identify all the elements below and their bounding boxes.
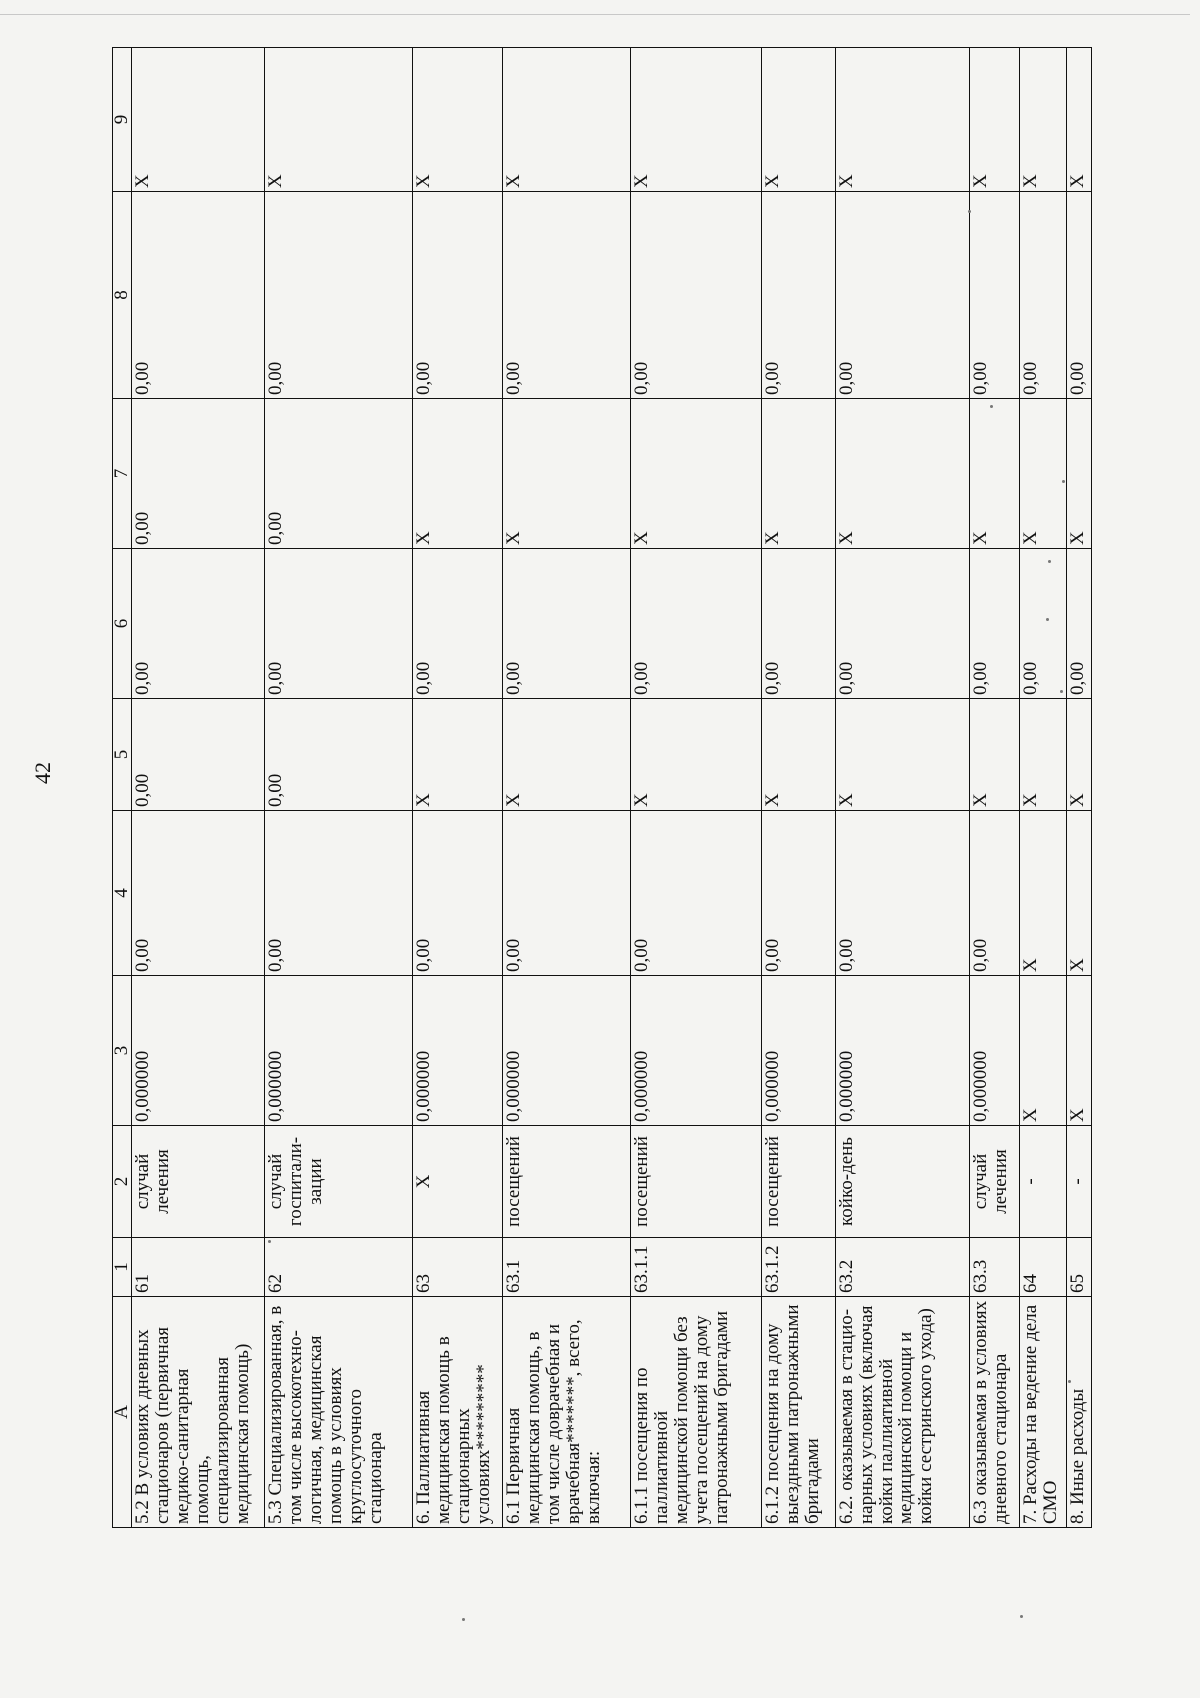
table-cell: X: [835, 399, 970, 549]
table-cell: 0,000000: [835, 976, 970, 1126]
table-cell: 63: [413, 1238, 503, 1297]
table-cell: случай лечения: [970, 1126, 1020, 1238]
table-cell: 0,00: [835, 192, 970, 399]
table-header-row: [113, 48, 132, 1528]
table-cell: X: [1067, 399, 1092, 549]
table-cell: 0,00: [265, 699, 413, 811]
column-header: 8: [113, 192, 132, 399]
table-cell: X: [503, 399, 631, 549]
table-cell: койко-день: [835, 1126, 970, 1238]
table-cell: 0,00: [970, 192, 1020, 399]
table-row: [1020, 48, 1067, 1528]
table-cell: X: [1020, 976, 1067, 1126]
table-cell: 0,00: [1020, 549, 1067, 699]
page-top-edge: [0, 14, 1190, 15]
table-cell: 63.1: [503, 1238, 631, 1297]
table-cell: X: [413, 1126, 503, 1238]
column-header: 5: [113, 699, 132, 811]
table-cell: 0,00: [1067, 192, 1092, 399]
table-cell: X: [835, 48, 970, 192]
table-cell: X: [631, 48, 761, 192]
table-cell: 63.1.2: [761, 1238, 835, 1297]
column-header: 3: [113, 976, 132, 1126]
table-cell: X: [503, 48, 631, 192]
column-header: 6: [113, 549, 132, 699]
table-cell: 0,00: [265, 399, 413, 549]
table-cell: 0,00: [413, 811, 503, 976]
table-cell: 0,000000: [503, 976, 631, 1126]
table-cell: X: [132, 48, 265, 192]
table-cell: 6. Паллиативная медицинская помощь в стационарных условиях*********: [413, 1297, 503, 1528]
table-row: [970, 48, 1020, 1528]
table-cell: 63.3: [970, 1238, 1020, 1297]
table-cell: X: [631, 399, 761, 549]
table-cell: X: [1020, 48, 1067, 192]
table-cell: 0,00: [132, 699, 265, 811]
table-body: [132, 48, 1092, 1528]
table-cell: 0,00: [413, 549, 503, 699]
table-cell: посещений: [631, 1126, 761, 1238]
table-cell: X: [1020, 811, 1067, 976]
column-header: 7: [113, 399, 132, 549]
table-cell: 64: [1020, 1238, 1067, 1297]
table-cell: 6.1.1 посещения по паллиативной медицинской помощи без учета посещений на дому патронажными бригадами: [631, 1297, 761, 1528]
table-cell: 0,00: [1067, 549, 1092, 699]
table-cell: 0,00: [503, 549, 631, 699]
table-cell: 0,00: [835, 811, 970, 976]
table-cell: 0,00: [503, 811, 631, 976]
column-header: А: [113, 1297, 132, 1528]
table-cell: X: [1067, 976, 1092, 1126]
table-cell: 6.3 оказываемая в условиях дневного стационара: [970, 1297, 1020, 1528]
table-cell: X: [413, 48, 503, 192]
table-cell: 0,00: [265, 192, 413, 399]
table-cell: 0,000000: [265, 976, 413, 1126]
table-cell: X: [1067, 699, 1092, 811]
table-row: [413, 48, 503, 1528]
table-cell: 0,000000: [413, 976, 503, 1126]
table-cell: 0,00: [503, 192, 631, 399]
table-cell: X: [1020, 699, 1067, 811]
table-row: [503, 48, 631, 1528]
table-cell: X: [970, 48, 1020, 192]
table-cell: 8. Иные расходы: [1067, 1297, 1092, 1528]
table-cell: 0,00: [1020, 192, 1067, 399]
table-cell: 5.3 Специализированная, в том числе высокотехно-логичная, медицинская помощь в условиях круглосуточного стационара: [265, 1297, 413, 1528]
data-table: [112, 47, 1092, 1528]
table-cell: 6.1.2 посещения на дому выездными патронажными бригадами: [761, 1297, 835, 1528]
table-cell: случай лечения: [132, 1126, 265, 1238]
table-cell: 62: [265, 1238, 413, 1297]
table-cell: X: [970, 699, 1020, 811]
table-cell: 0,00: [761, 192, 835, 399]
table-cell: X: [503, 699, 631, 811]
table-cell: 0,00: [132, 811, 265, 976]
table-cell: X: [1067, 811, 1092, 976]
table-cell: X: [1020, 399, 1067, 549]
table-cell: 0,00: [835, 549, 970, 699]
column-header: 1: [113, 1238, 132, 1297]
table-cell: 0,00: [413, 192, 503, 399]
table-cell: посещений: [503, 1126, 631, 1238]
table-cell: 0,00: [970, 549, 1020, 699]
table-cell: 63.1.1: [631, 1238, 761, 1297]
table-cell: 0,000000: [631, 976, 761, 1126]
table-cell: X: [761, 48, 835, 192]
table-cell: 0,00: [265, 811, 413, 976]
table-cell: 0,00: [761, 811, 835, 976]
table-cell: 6.2. оказываемая в стацио-нарных условиях (включая койки паллиативной медицинской помощи и койки сестринского ухода): [835, 1297, 970, 1528]
table-cell: 0,00: [132, 192, 265, 399]
table-row: [631, 48, 761, 1528]
column-header: 4: [113, 811, 132, 976]
table-cell: посещений: [761, 1126, 835, 1238]
table-row: [132, 48, 265, 1528]
column-header: 2: [113, 1126, 132, 1238]
table-cell: случай госпитали-зации: [265, 1126, 413, 1238]
table-cell: 0,00: [631, 192, 761, 399]
table-cell: 0,000000: [970, 976, 1020, 1126]
table-cell: X: [761, 399, 835, 549]
table-cell: 0,00: [132, 549, 265, 699]
table-cell: 0,000000: [132, 976, 265, 1126]
table-cell: 7. Расходы на ведение дела СМО: [1020, 1297, 1067, 1528]
column-header: 9: [113, 48, 132, 192]
table-row: [1067, 48, 1092, 1528]
table-cell: 0,00: [970, 811, 1020, 976]
table-cell: 5.2 В условиях дневных стационаров (первичная медико-санитарная помощь, специализированная медицинская помощь): [132, 1297, 265, 1528]
table-cell: X: [761, 699, 835, 811]
table-cell: 0,00: [631, 811, 761, 976]
table-cell: X: [631, 699, 761, 811]
page-number: 42: [30, 762, 55, 784]
table-cell: X: [413, 399, 503, 549]
table-cell: 65: [1067, 1238, 1092, 1297]
table-cell: 0,00: [631, 549, 761, 699]
table-row: [835, 48, 970, 1528]
table-cell: X: [1067, 48, 1092, 192]
rotated-table-container: [112, 48, 1092, 1528]
table-cell: 63.2: [835, 1238, 970, 1297]
table-cell: X: [413, 699, 503, 811]
table-cell: 6.1 Первичная медицинская помощь, в том числе доврачебная и врачебная*******, всего, включая:: [503, 1297, 631, 1528]
table-row: [265, 48, 413, 1528]
table-cell: 0,00: [265, 549, 413, 699]
table-cell: -: [1020, 1126, 1067, 1238]
table-cell: 0,00: [761, 549, 835, 699]
table-cell: X: [970, 399, 1020, 549]
table-cell: 0,000000: [761, 976, 835, 1126]
table-row: [761, 48, 835, 1528]
table-cell: X: [835, 699, 970, 811]
table-cell: X: [265, 48, 413, 192]
table-cell: -: [1067, 1126, 1092, 1238]
table-cell: 61: [132, 1238, 265, 1297]
table-cell: 0,00: [132, 399, 265, 549]
